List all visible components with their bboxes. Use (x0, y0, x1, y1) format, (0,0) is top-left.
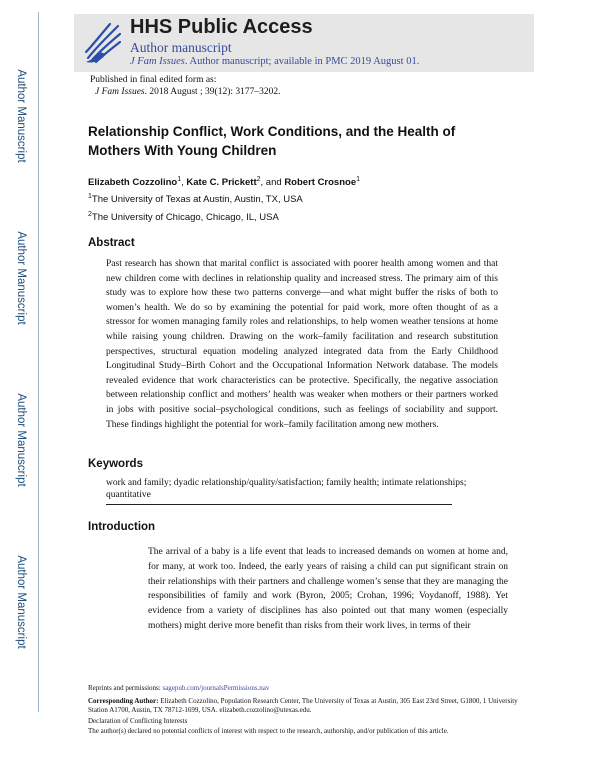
header-title: HHS Public Access (130, 16, 313, 38)
author-name: Kate C. Prickett (186, 177, 257, 189)
corresponding-author-note: Corresponding Author: Elizabeth Cozzolino, Population Research Center, The University of Texas at Austin, 305 East 23rd Street, G1800, 1 University Station A1700, Austin, TX 78712-1699, USA. elizabeth.cozzolino@utexas.edu. (88, 697, 518, 714)
sidebar-divider (38, 12, 39, 712)
affiliation: $^2$The University of Chicago, Chicago, IL, USA (88, 211, 279, 224)
citation-journal: J Fam Issues (95, 87, 145, 97)
author-list: Elizabeth Cozzolino$^1$, Kate C. Prickett$^2$, and Robert Crosnoe$^1$ (88, 176, 361, 189)
conflict-text: The author(s) declared no potential conflicts of interest with respect to the research, authorship, and/or publication of this article. (88, 727, 449, 735)
affiliation: $^1$The University of Texas at Austin, Austin, TX, USA (88, 193, 303, 206)
sidebar-label-1: Author Manuscript (15, 69, 27, 163)
abstract-heading: Abstract (88, 237, 135, 249)
sidebar-label-3: Author Manuscript (15, 393, 27, 487)
sidebar-label-2: Author Manuscript (15, 231, 27, 325)
citation: J Fam Issues. 2018 August ; 39(12): 3177–3202. (95, 87, 281, 97)
abstract-text: Past research has shown that marital conflict is associated with poorer health among women and that new children come with declines in relationship quality and increased stress. The primary aim of this study was to explore how these two patterns converge—and what might buffer the risks of both to women’s health. We do so by examining the potential for paid work, more often thought of as a stressor for women managing family roles and relationships, to help women weather tensions at home while raising young children. Drawing on the work–family facilitation and research substitution perspectives, structural equation modeling analyzed integrated data from the Early Childhood Longitudinal Study–Birth Cohort and the Occupational Information Network database. The models revealed evidence that work characteristics can be protective. Specifically, the negative association between relationship conflict and mothers’ health was weaker when mothers or their partners worked in jobs with positive social–psychological conditions, such as feelings of sociability and support. These findings highlight the potential for work–family facilitation among new mothers. (106, 259, 498, 430)
author-name: Robert Crosnoe (284, 177, 357, 189)
keywords-text: work and family; dyadic relationship/quality/satisfaction; family health; intimate relationships; quantitative (106, 478, 467, 500)
introduction-heading: Introduction (88, 521, 156, 533)
section-divider (106, 504, 452, 505)
header-subtitle: Author manuscript (130, 40, 232, 55)
published-in-label: Published in final edited form as: (90, 75, 217, 85)
header-availability: J Fam Issues. Author manuscript; available in PMC 2019 August 01. (130, 56, 420, 67)
author-name: Elizabeth Cozzolino (88, 177, 178, 189)
permissions-link[interactable]: sagepub.com/journalsPermissions.nav (162, 684, 270, 692)
introduction-text: The arrival of a baby is a life event that leads to increased demands on women at home and, for many, at work too. Indeed, the early years of raising a child can put significant strain on their relationships with their partners and challenge women’s sense that they are managing the responsibilities of family and work (Byron, 2005; Crohan, 1996; Voydanoff, 1988). Yet evidence from a variety of disciplines has also pointed out that many women (especially mothers) might derive more benefit than risks from their work lives, in terms of their (148, 547, 508, 631)
hhs-header (74, 14, 534, 72)
header-journal: J Fam Issues (130, 56, 185, 67)
reprints-note: Reprints and permissions: sagepub.com/journalsPermissions.nav (88, 684, 270, 692)
article-title: Relationship Conflict, Work Conditions, and the Health of Mothers With Young Children (88, 124, 456, 158)
hhs-eagle-logo-icon (80, 18, 124, 68)
sidebar-label-4: Author Manuscript (15, 555, 27, 649)
keywords-heading: Keywords (88, 458, 143, 470)
conflict-heading: Declaration of Conflicting Interests (88, 717, 188, 725)
